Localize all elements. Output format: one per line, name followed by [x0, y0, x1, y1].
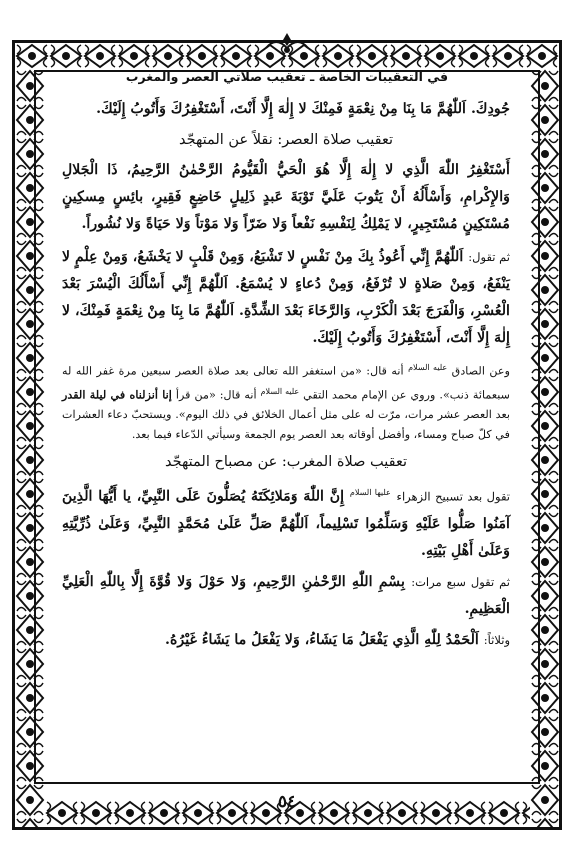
note-text: وعن الصادق — [451, 364, 510, 378]
maghrib-dua-basmala — [62, 569, 510, 623]
maghrib-section-heading: تعقيب صلاة المغرب: عن مصباح المتهجّد — [165, 454, 407, 471]
maghrib-intro: تقول بعد تسبيح الزهراء — [396, 490, 510, 505]
page-number: ٥٤ — [277, 792, 297, 812]
maghrib-dua3-text: اَلْحَمْدُ لِلّٰهِ الَّذِي يَفْعَلُ مَا يَشَاءُ، وَلا يَفْعَلُ ما يَشَاءُ غَيْرُهُ. — [165, 632, 479, 649]
border-ornament-icon — [15, 69, 45, 827]
maghrib-dua2-intro: ثم تقول سبع مرات: — [411, 575, 511, 590]
maghrib-dua-hamd — [62, 627, 510, 654]
header-title: في التعقيبات الخاصة ـ تعقيب صلاتي العصر والمغرب — [125, 69, 449, 84]
opening-dua: جُودِكَ. اَللّٰهُمَّ مَا بِنَا مِنْ نِعْمَةٍ فَمِنْكَ لا إِلٰهَ إِلَّا أَنْتَ، أَسْتَغْفِرُكَ وَأَتُوبُ إِلَيْكَ. — [96, 101, 510, 117]
honorific-mark: عليها السلام — [349, 488, 391, 498]
note-text: بعد العصر عشر مرات، مرّت له على مثل أعمال الخلائق في ذلك اليوم». ويستحبّ دعاء العشرات في كلّ صباح ومساء، وأفضل أوقاته بعد العصر يوم الجمعة وسيأتي الدّعاء فيما بعد. — [62, 408, 510, 442]
running-header — [70, 66, 504, 88]
asr-section-heading: تعقيب صلاة العصر: نقلاً عن المتهجّد — [178, 132, 394, 148]
maghrib-dua-text: إِنَّ اللّٰهَ وَمَلائِكَتَهُ يُصَلُّونَ عَلَى النَّبِيِّ، يا أَيُّهَا الَّذِينَ آمَنُوا صَلُّوا عَلَيْهِ وَسَلِّمُوا تَسْلِيماً، اَللّٰهُمَّ صَلِّ عَلَىٰ مُحَمَّدٍ النَّبِيِّ، وَعَلَىٰ ذُرِّيَّتِهِ وَعَلَىٰ أَهْلِ بَيْتِهِ. — [62, 489, 510, 560]
note-text: أنه قال: «من استغفر الله تعالى بعد صلاة العصر سبعين مرة غفر الله له سبعمائة ذنب». وروي عن الإمام محمد التقي — [62, 364, 510, 402]
border-ornament-icon — [530, 69, 559, 827]
asr-dua-istighfar: أَسْتَغْفِرُ اللّٰهَ الَّذِي لا إِلٰهَ إِلَّا هُوَ الْحَيُّ الْقَيُّومُ الرَّحْمٰنُ الرَّحِيمُ، ذَا الْجَلالِ وَالإِكْرامِ، وَأَسْأَلُهُ أَنْ يَتُوبَ عَلَيَّ تَوْبَةَ عَبدٍ ذَلِيلٍ خَاضِعٍ فَقِيرٍ، بائِسٍ مِسكِينٍ مُسْتَكِينٍ مُسْتَجِيرٍ، لا يَمْلِكُ لِنَفْسِهِ نَفْعاً وَلا ضَرّاً وَلا مَوْتاً وَلا حَيَاةً وَلا نُشُوراً. — [62, 162, 510, 232]
note-text: أنه قال: «من قرأ — [175, 388, 257, 402]
page-content — [62, 96, 510, 791]
asr-note — [62, 358, 510, 445]
maghrib-dua3-intro: وثلاثاً: — [483, 633, 510, 648]
honorific-mark: عليه السلام — [260, 386, 300, 396]
top-flourish-icon — [262, 32, 312, 54]
asr-dua-taawwudh — [62, 244, 510, 352]
asr-dua-text: اَللّٰهُمَّ إِنِّي أَعُوذُ بِكَ مِنْ نَفْسٍ لا تَشْبَعُ، وَمِنْ قَلْبٍ لا يَخْشَعُ، وَمِنْ عِلْمٍ لا يَنْفَعُ، وَمِنْ صَلاةٍ لا تُرْفَعُ، وَمِنْ دُعاءٍ لا يُسْمَعُ. اَللّٰهُمَّ إِنِّي أَسْأَلُكَ الْيُسْرَ بَعْدَ الْعُسْرِ، وَالْفَرَجَ بَعْدَ الْكَرْبِ، وَالرَّخَاءَ بَعْدَ الشِّدَّةِ. اَللّٰهُمَّ مَا بِنَا مِنْ نِعْمَةٍ فَمِنْكَ، لا إِلٰهَ إِلَّا أَنْتَ، أَسْتَغْفِرُكَ وَأَتُوبُ إِلَيْكَ. — [62, 249, 510, 346]
asr-dua-intro: ثم تقول: — [468, 250, 510, 264]
note-surah-name: إنا أنزلناه في ليلة القدر — [62, 387, 172, 402]
maghrib-dua2-text: بِسْمِ اللّٰهِ الرَّحْمٰنِ الرَّحِيمِ، وَلا حَوْلَ وَلا قُوَّةَ إِلَّا بِاللّٰهِ الْعَلِيِّ الْعَظِيمِ. — [62, 574, 510, 618]
maghrib-dua-salawat — [62, 479, 510, 565]
honorific-mark: عليه السلام — [408, 363, 448, 372]
